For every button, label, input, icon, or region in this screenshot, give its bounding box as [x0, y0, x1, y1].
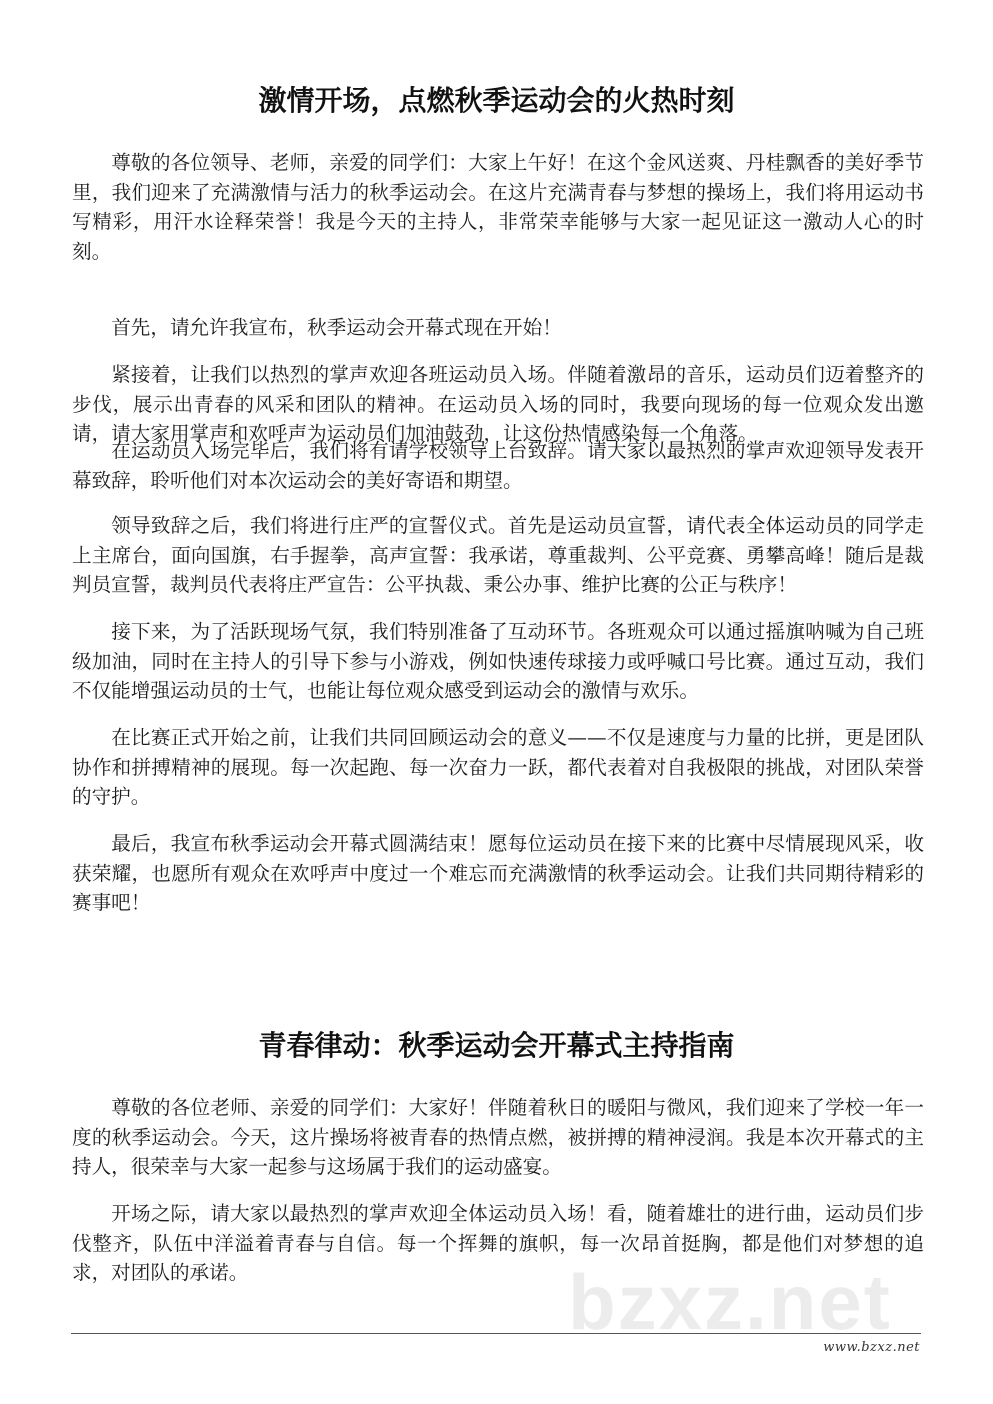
paragraph: 紧接着，让我们以热烈的掌声欢迎各班运动员入场。伴随着激昂的音乐，运动员们迈着整齐的步伐，展示出青春的风采和团队的精神。在运动员入场的同时，我要向现场的每一位观众发出邀请，请大家用掌声和欢呼声为运动员们加油鼓劲，让这份热情感染每一个角落。 [72, 363, 924, 445]
paragraph: 尊敬的各位老师、亲爱的同学们：大家好！伴随着秋日的暖阳与微风，我们迎来了学校一年一度的秋季运动会。今天，这片操场将被青春的热情点燃，被拼搏的精神浸润。我是本次开幕式的主持人，很荣幸与大家一起参与这场属于我们的运动盛宴。 [72, 1096, 924, 1178]
paragraph: 在运动员入场完毕后，我们将有请学校领导上台致辞。请大家以最热烈的掌声欢迎领导发表开幕致辞，聆听他们对本次运动会的美好寄语和期望。 [72, 439, 924, 492]
footer-divider [71, 1333, 921, 1334]
paragraph: 最后，我宣布秋季运动会开幕式圆满结束！愿每位运动员在接下来的比赛中尽情展现风采，收获荣耀，也愿所有观众在欢呼声中度过一个难忘而充满激情的秋季运动会。让我们共同期待精彩的赛事吧！ [72, 832, 924, 914]
paragraph: 领导致辞之后，我们将进行庄严的宣誓仪式。首先是运动员宣誓，请代表全体运动员的同学走上主席台，面向国旗，右手握拳，高声宣誓：我承诺，尊重裁判、公平竞赛、勇攀高峰！随后是裁判员宣誓，裁判员代表将庄严宣告：公平执裁、秉公办事、维护比赛的公正与秩序！ [72, 514, 924, 596]
section-2-title: 青春律动：秋季运动会开幕式主持指南 [258, 1029, 735, 1062]
paragraph: 在比赛正式开始之前，让我们共同回顾运动会的意义——不仅是速度与力量的比拼，更是团队协作和拼搏精神的展现。每一次起跑、每一次奋力一跃，都代表着对自我极限的挑战，对团队荣誉的守护。 [72, 726, 924, 808]
watermark: bzxz.net [568, 1258, 892, 1346]
paragraph: 首先，请允许我宣布，秋季运动会开幕式现在开始！ [111, 316, 562, 339]
paragraph: 接下来，为了活跃现场气氛，我们特别准备了互动环节。各班观众可以通过摇旗呐喊为自己班级加油，同时在主持人的引导下参与小游戏，例如快速传球接力或呼喊口号比赛。通过互动，我们不仅能增强运动员的士气，也能让每位观众感受到运动会的激情与欢乐。 [72, 620, 924, 702]
footer-url: www.bzxz.net [823, 1340, 920, 1355]
section-1-title: 激情开场，点燃秋季运动会的火热时刻 [258, 84, 735, 117]
paragraph: 开场之际，请大家以最热烈的掌声欢迎全体运动员入场！看，随着雄壮的进行曲，运动员们步伐整齐，队伍中洋溢着青春与自信。每一个挥舞的旗帜，每一次昂首挺胸，都是他们对梦想的追求，对团队的承诺。 [72, 1202, 924, 1284]
paragraph: 尊敬的各位领导、老师，亲爱的同学们：大家上午好！在这个金风送爽、丹桂飘香的美好季节里，我们迎来了充满激情与活力的秋季运动会。在这片充满青春与梦想的操场上，我们将用运动书写精彩，用汗水诠释荣誉！我是今天的主持人，非常荣幸能够与大家一起见证这一激动人心的时刻。 [72, 151, 924, 263]
